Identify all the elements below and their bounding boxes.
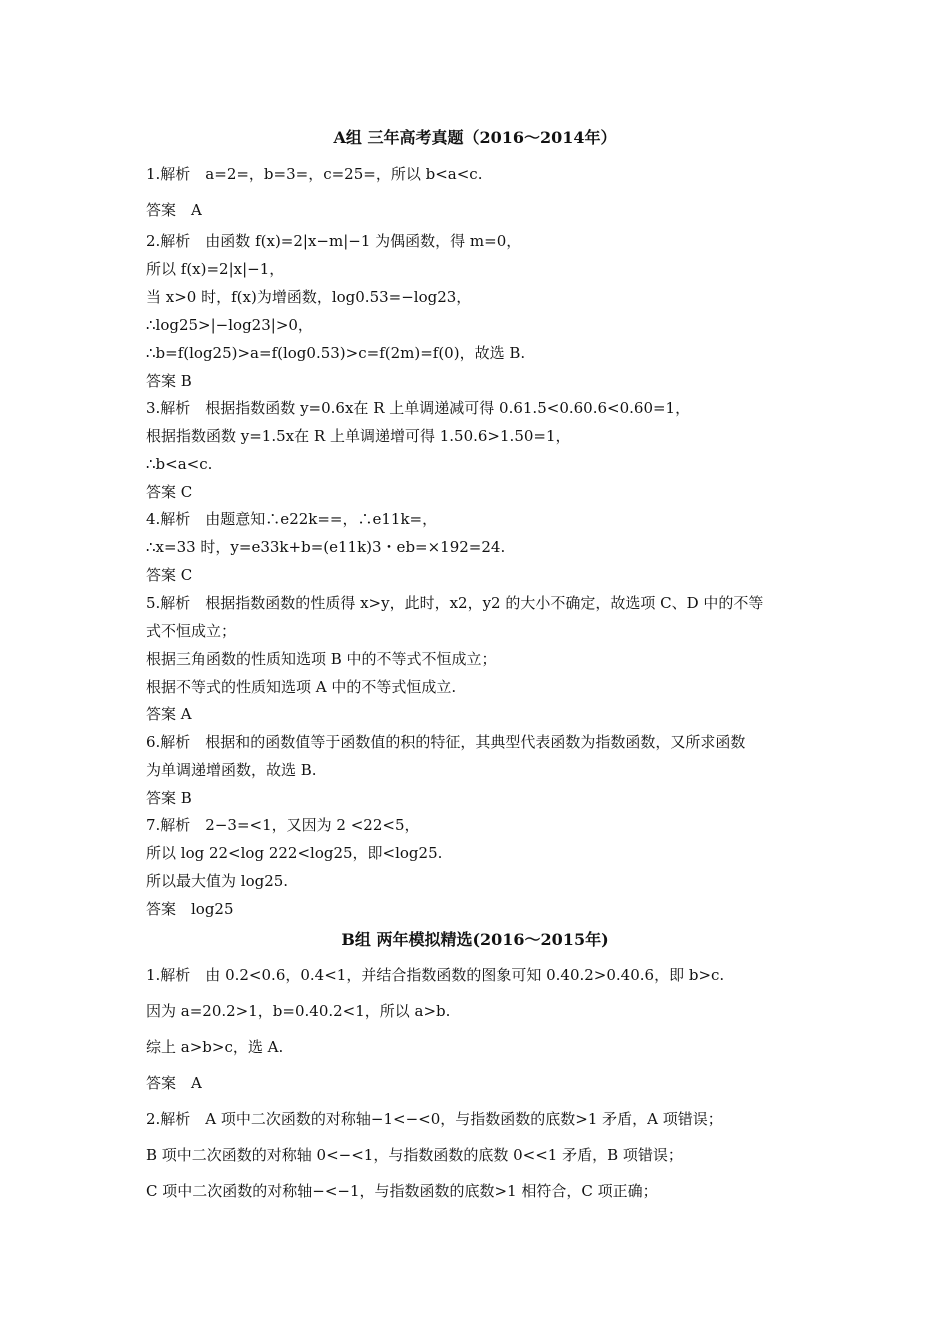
text-line: 5.解析 根据指数函数的性质得 x>y，此时，x2，y2 的大小不确定，故选项 C、D 中的不等 (146, 594, 764, 612)
text-line: 为单调递增函数，故选 B. (146, 761, 317, 779)
text-line: 4.解析 由题意知∴e22k==，∴e11k=， (146, 510, 438, 528)
text-line: 答案 A (146, 201, 202, 219)
text-line: 答案 C (146, 483, 193, 501)
text-line: ∴log25>|−log23|>0， (146, 316, 313, 334)
text-line: 1.解析 由 0.2<0.6，0.4<1，并结合指数函数的图象可知 0.40.2>0.40.6，即 b>c. (146, 966, 725, 984)
text-line: 答案 log25 (146, 900, 234, 918)
text-line: 当 x>0 时，f(x)为增函数，log0.53=−log23， (146, 288, 472, 306)
text-line: 所以最大值为 log25. (146, 872, 289, 890)
text-line: 答案 B (146, 789, 192, 807)
text-line: ∴b=f(log25)>a=f(log0.53)>c=f(2m)=f(0)，故选 B. (146, 344, 526, 362)
text-line: 2.解析 A 项中二次函数的对称轴−1<−<0，与指数函数的底数>1 矛盾，A 项错误； (146, 1110, 723, 1128)
text-line: 2.解析 由函数 f(x)=2|x−m|−1 为偶函数，得 m=0， (146, 232, 522, 250)
text-line: 答案 A (146, 705, 192, 723)
text-line: 所以 f(x)=2|x|−1， (146, 260, 285, 278)
text-line: 6.解析 根据和的函数值等于函数值的积的特征，其典型代表函数为指数函数，又所求函数 (146, 733, 746, 751)
text-line: C 项中二次函数的对称轴−<−1，与指数函数的底数>1 相符合，C 项正确； (146, 1182, 658, 1200)
text-line: 根据指数函数 y=1.5x在 R 上单调递增可得 1.50.6>1.50=1， (146, 427, 571, 445)
text-line: B 项中二次函数的对称轴 0<−<1，与指数函数的底数 0<<1 矛盾，B 项错误； (146, 1146, 683, 1164)
text-line: 因为 a=20.2>1，b=0.40.2<1，所以 a>b. (146, 1002, 451, 1020)
text-line: 根据三角函数的性质知选项 B 中的不等式不恒成立； (146, 650, 497, 668)
text-line: 所以 log 22<log 222<log25，即<log25. (146, 844, 443, 862)
section-b-title: B组 两年模拟精选(2016～2015年) (341, 930, 609, 949)
text-line: 答案 B (146, 372, 192, 390)
text-line: 根据不等式的性质知选项 A 中的不等式恒成立. (146, 678, 457, 696)
section-a-title: A组 三年高考真题（2016～2014年） (333, 128, 617, 147)
text-line: 3.解析 根据指数函数 y=0.6x在 R 上单调递减可得 0.61.5<0.60.6<0.60=1， (146, 399, 691, 417)
text-line: 1.解析 a=2=，b=3=，c=25=，所以 b<a<c. (146, 165, 483, 183)
text-line: 7.解析 2−3=<1，又因为 2 <22<5， (146, 816, 420, 834)
text-line: ∴x=33 时，y=e33k+b=(e11k)3・eb=×192=24. (146, 538, 506, 556)
text-line: 答案 C (146, 566, 193, 584)
text-line: 综上 a>b>c，选 A. (146, 1038, 284, 1056)
text-line: 式不恒成立； (146, 622, 237, 640)
text-line: 答案 A (146, 1074, 202, 1092)
text-line: ∴b<a<c. (146, 455, 213, 473)
